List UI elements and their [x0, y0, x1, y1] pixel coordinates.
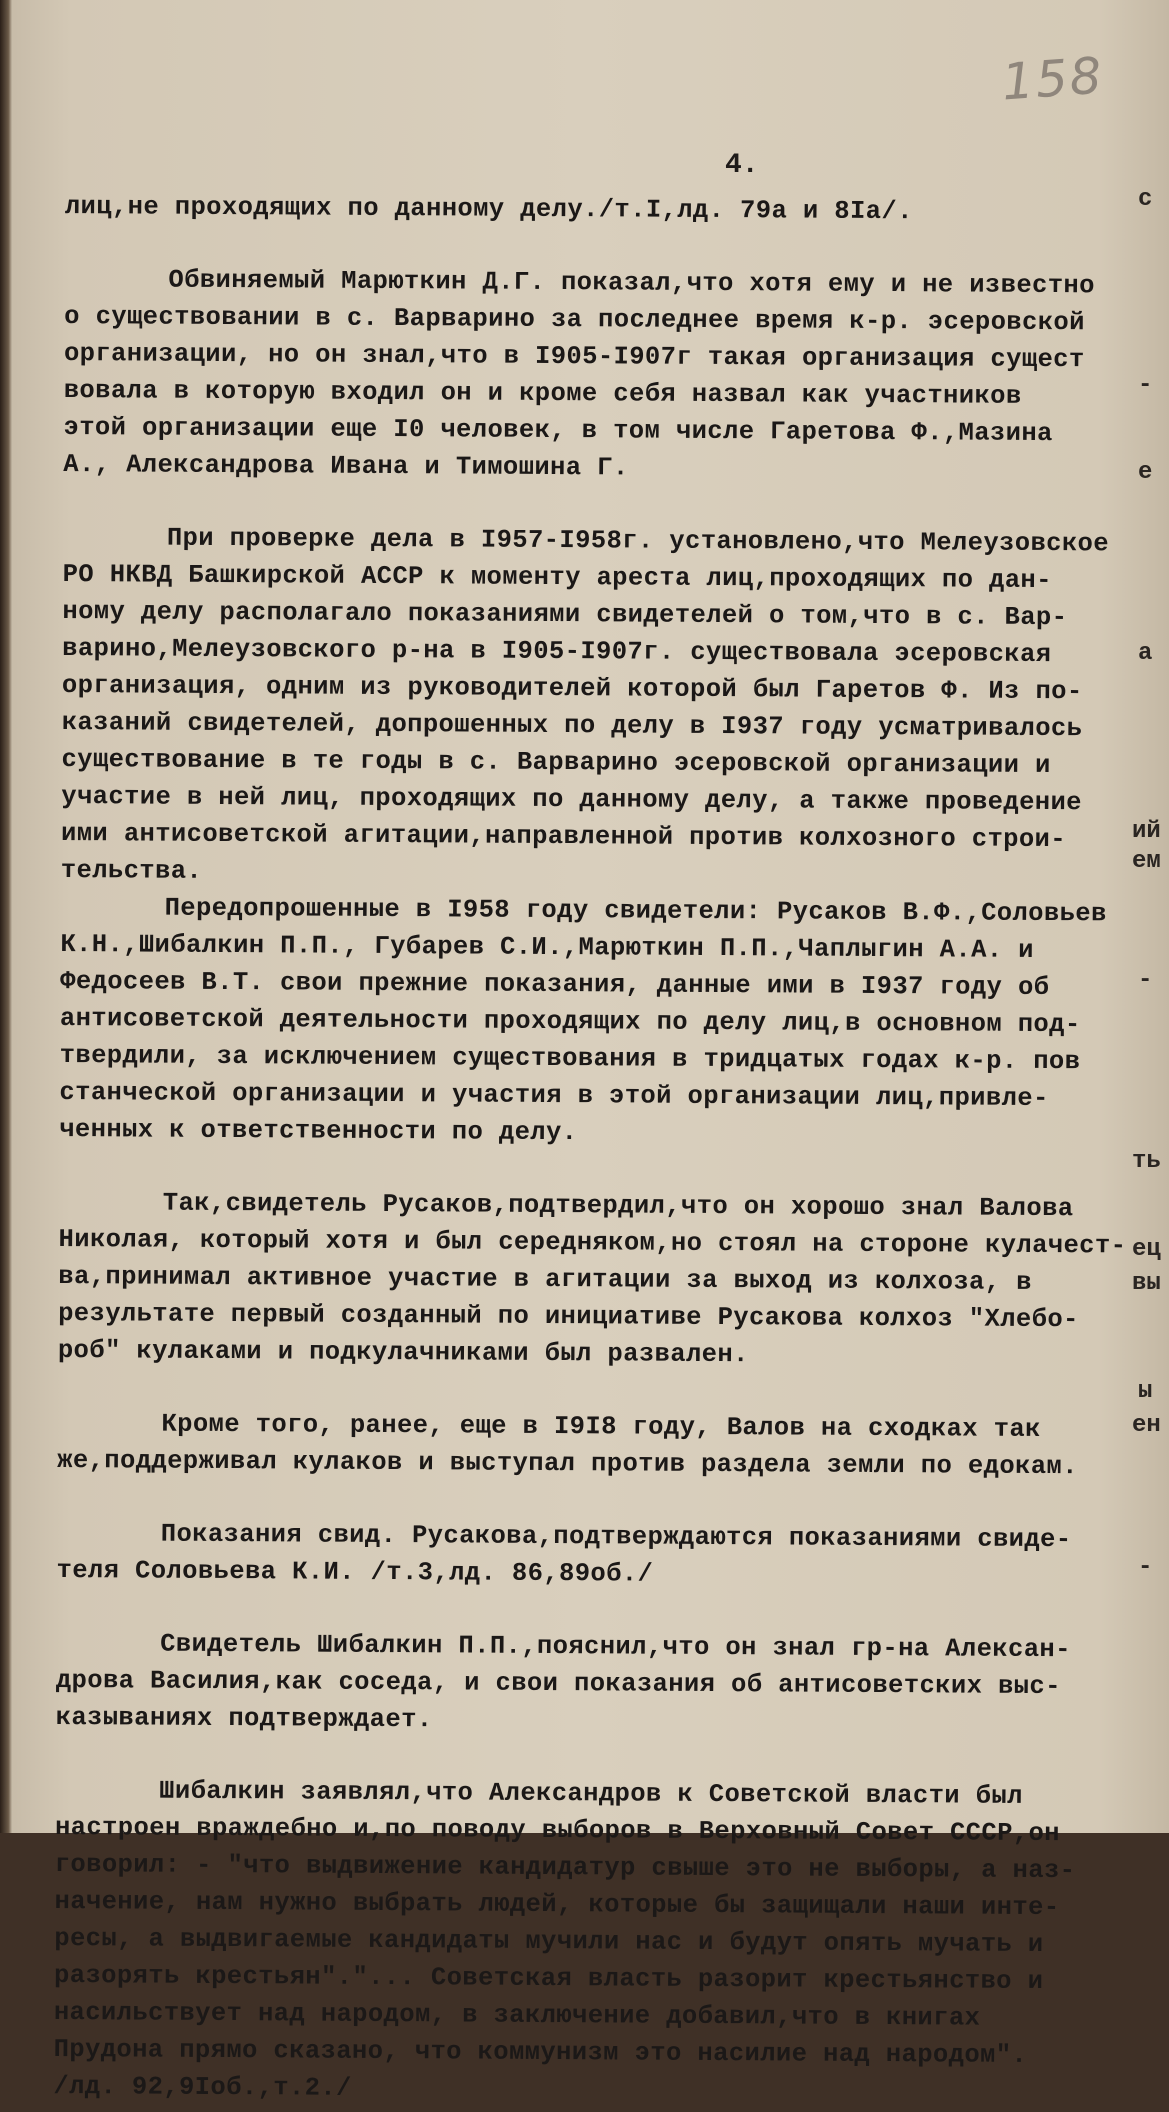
text-line: Кроме того, ранее, еще в I9I8 году, Валов на сходках так	[161, 1409, 1041, 1444]
text-line: дрова Василия,как соседа, и свои показания об антисоветских выс-	[55, 1665, 1061, 1702]
margin-fragment: ен	[1132, 1412, 1161, 1439]
text-line: ва,принимал активное участие в агитации за выход из колхоза, в	[58, 1261, 1032, 1297]
text-line: результате первый созданный по инициативе Русакова колхоз "Хлебо-	[58, 1298, 1079, 1335]
text-line: ному делу располагало показаниями свидетелей о том,что в с. Вар-	[62, 596, 1068, 633]
margin-fragment: ем	[1132, 848, 1161, 875]
text-line: /лд. 92,9Iоб.,т.2./	[53, 2071, 352, 2103]
page-number: 4.	[725, 150, 759, 181]
text-line: о существовании в с. Варварино за последнее время к-р. эсеровской	[64, 301, 1085, 338]
text-line: антисоветской деятельности проходящих по делу лиц,в основном под-	[59, 1003, 1081, 1040]
text-line: К.Н.,Шибалкин П.П., Губарев С.И.,Марюткин П.П.,Чаплыгин А.А. и	[60, 929, 1035, 965]
typed-text-body	[53, 188, 1127, 2111]
text-line: Показания свид. Русакова,подтверждаются показаниями свиде-	[160, 1519, 1072, 1555]
text-line: вовала в которую входил он и кроме себя назвал как участников	[63, 375, 1022, 411]
text-line: организации, но он знал,что в I905-I907г такая организация сущест	[63, 338, 1085, 375]
margin-fragment: е	[1138, 459, 1153, 486]
text-line: тельства.	[60, 855, 203, 886]
margin-fragment: ий	[1132, 818, 1161, 845]
text-line: насильствует над народом, в заключение добавил,что в книгах	[53, 1997, 981, 2033]
text-line: настроен враждебно и,по поводу выборов в Верховный Совет СССР,он	[54, 1812, 1061, 1849]
margin-fragment: с	[1138, 186, 1153, 213]
margin-fragment: -	[1138, 372, 1153, 399]
text-line: ресы, а выдвигаемые кандидаты мучили нас и будут опять мучать и	[54, 1923, 1044, 1960]
margin-fragment: ец	[1132, 1236, 1161, 1263]
archive-sheet-number: 158	[1000, 46, 1106, 112]
margin-fragment: -	[1138, 1554, 1153, 1581]
text-line: этой организации еще I0 человек, в том числе Гаретова Ф.,Мазина	[63, 412, 1053, 449]
text-line: казаний свидетелей, допрошенных по делу в I937 году усматривалось	[61, 707, 1083, 744]
text-line: роб" кулаками и подкулачниками был развален.	[57, 1335, 749, 1370]
text-line: А., Александрова Ивана и Тимошина Г.	[63, 449, 629, 483]
text-line: станческой организации и участия в этой организации лиц,привле-	[59, 1077, 1049, 1114]
text-line: Федосеев В.Т. свои прежние показания, данные ими в I937 году об	[60, 966, 1050, 1003]
text-line: Шибалкин заявлял,что Александров к Советской власти был	[159, 1776, 1023, 1811]
text-line: же,поддерживал кулаков и выступал против раздела земли по едокам.	[57, 1445, 1078, 1482]
text-line: существование в те годы в с. Варварино эсеровской организации и	[61, 744, 1051, 781]
binding-edge	[0, 0, 12, 1833]
text-line: казываниях подтверждает.	[55, 1702, 433, 1735]
margin-fragment: ы	[1138, 1378, 1153, 1405]
text-line: твердили, за исключением существования в тридцатых годах к-р. пов	[59, 1040, 1081, 1077]
text-line: РО НКВД Башкирской АССР к моменту ареста лиц,проходящих по дан-	[62, 559, 1052, 596]
text-line: Передопрошенные в I958 году свидетели: Русаков В.Ф.,Соловьев	[164, 893, 1107, 929]
text-line: Так,свидетель Русаков,подтвердил,что он хорошо знал Валова	[162, 1188, 1074, 1224]
margin-fragment: вы	[1132, 1270, 1161, 1297]
text-line: При проверке дела в I957-I958г. установлено,что Мелеузовское	[166, 523, 1110, 559]
text-line: разорять крестьян"."... Советская власть разорит крестьянство и	[53, 1960, 1044, 1997]
text-line: говорил: - "что выдвижение кандидатур свыше это не выборы, а наз-	[54, 1849, 1076, 1886]
text-line: варино,Мелеузовского р-на в I905-I907г. существовала эсеровская	[62, 633, 1052, 670]
text-line: начение, нам нужно выбрать людей, которые бы защищали наши инте-	[54, 1886, 1060, 1923]
text-line: лиц,не проходящих по данному делу./т.I,лд. 79а и 8Iа/.	[64, 191, 913, 227]
margin-fragment: -	[1138, 967, 1153, 994]
text-line: Обвиняемый Марюткин Д.Г. показал,что хотя ему и не известно	[168, 265, 1095, 301]
margin-fragment: а	[1138, 640, 1153, 667]
margin-fragment: ть	[1132, 1148, 1161, 1175]
text-line: теля Соловьева К.И. /т.3,лд. 86,89об./	[56, 1555, 654, 1589]
text-line: Свидетель Шибалкин П.П.,пояснил,что он знал гр-на Алексан-	[160, 1629, 1071, 1665]
text-line: Николая, который хотя и был середняком,но стоял на стороне кулачест-	[58, 1224, 1127, 1261]
text-line: ими антисоветской агитации,направленной против колхозного строи-	[60, 818, 1067, 855]
text-line: ченных к ответственности по делу.	[59, 1114, 578, 1148]
text-line: Прудона прямо сказано, что коммунизм это насилие над народом".	[53, 2034, 1028, 2070]
text-line: организация, одним из руководителей которой был Гаретов Ф. Из по-	[61, 670, 1083, 707]
text-line: участие в ней лиц, проходящих по данному делу, а также проведение	[61, 781, 1083, 818]
